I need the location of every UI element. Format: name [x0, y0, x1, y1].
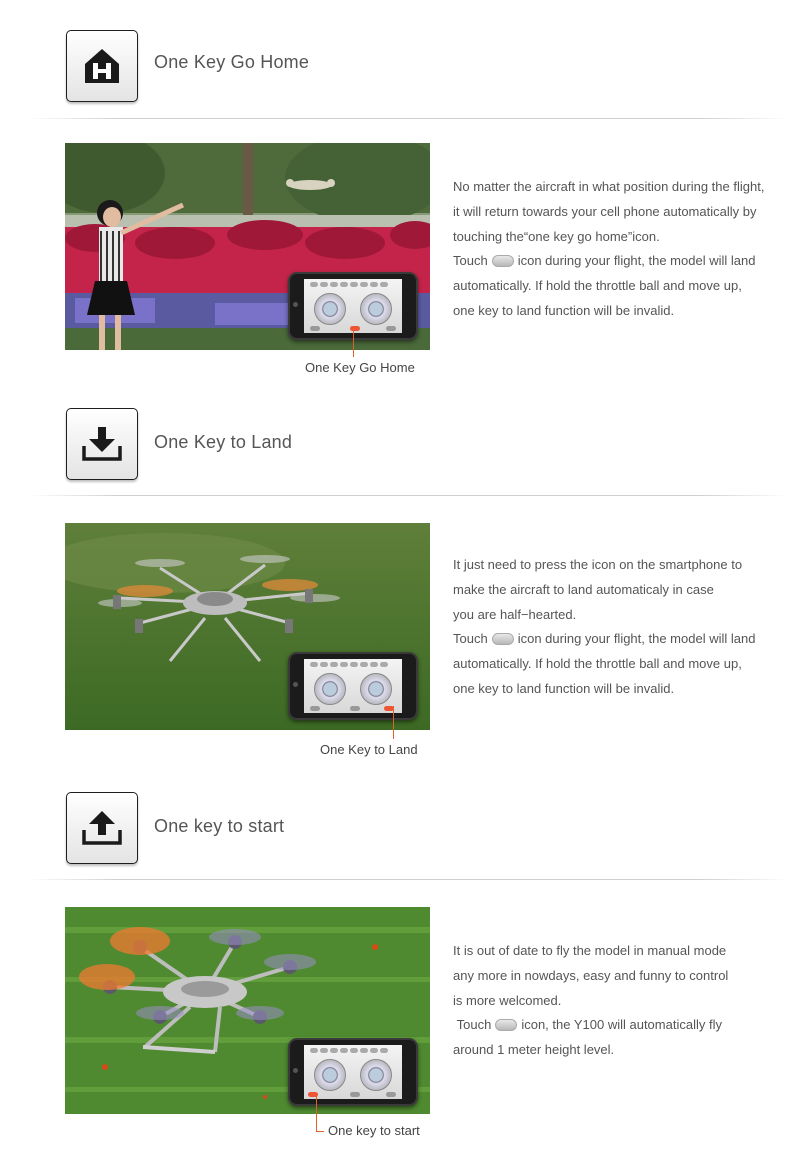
- right-joystick: [360, 1059, 392, 1091]
- divider: [28, 495, 790, 496]
- land-mini-icon: [492, 633, 514, 645]
- upload-start-icon: [66, 792, 138, 864]
- start-mini-icon: [495, 1019, 517, 1031]
- smartphone-controller: [288, 1038, 418, 1106]
- section-title: One Key Go Home: [154, 52, 310, 72]
- section-description: It just need to press the icon on the smartphone to make the aircraft to land automaticaly in case you are half−hearted. Touch icon during your flight, the model will land automatically. If hold the throttle ball and move up, one key to land function will be invalid.: [453, 557, 756, 696]
- photo-caption: One Key to Land: [320, 742, 418, 757]
- section-title: One Key to Land: [154, 432, 293, 452]
- left-joystick: [314, 293, 346, 325]
- left-joystick: [314, 1059, 346, 1091]
- callout-pointer: [316, 1094, 317, 1132]
- callout-pointer-foot: [316, 1131, 324, 1132]
- divider: [28, 879, 790, 880]
- go-home-button-highlight: [350, 326, 360, 331]
- callout-pointer: [353, 330, 354, 357]
- section-one-key-to-start: [0, 764, 800, 1165]
- section-one-key-to-land: [0, 380, 800, 760]
- section-title: One key to start: [154, 816, 285, 836]
- left-joystick: [314, 673, 346, 705]
- section-description: No matter the aircraft in what position during the flight, it will return towards your cell phone automatically by touching the“one key go home”icon. Touch icon during your flight, the model will land automatically. If hold the throttle ball and move up, one key to land function will be invalid.: [453, 179, 765, 318]
- callout-pointer: [393, 706, 394, 739]
- right-joystick: [360, 293, 392, 325]
- divider: [28, 118, 790, 119]
- go-home-mini-icon: [492, 255, 514, 267]
- section-one-key-go-home: [0, 0, 800, 380]
- photo-caption: One Key Go Home: [305, 360, 415, 375]
- photo-caption: One key to start: [328, 1123, 420, 1138]
- home-h-icon: [66, 30, 138, 102]
- download-land-icon: [66, 408, 138, 480]
- smartphone-controller: [288, 652, 418, 720]
- right-joystick: [360, 673, 392, 705]
- section-description: It is out of date to fly the model in manual mode any more in nowdays, easy and funny to control is more welcomed. Touch icon, the Y100 will automatically fly around 1 meter height level.: [453, 943, 729, 1058]
